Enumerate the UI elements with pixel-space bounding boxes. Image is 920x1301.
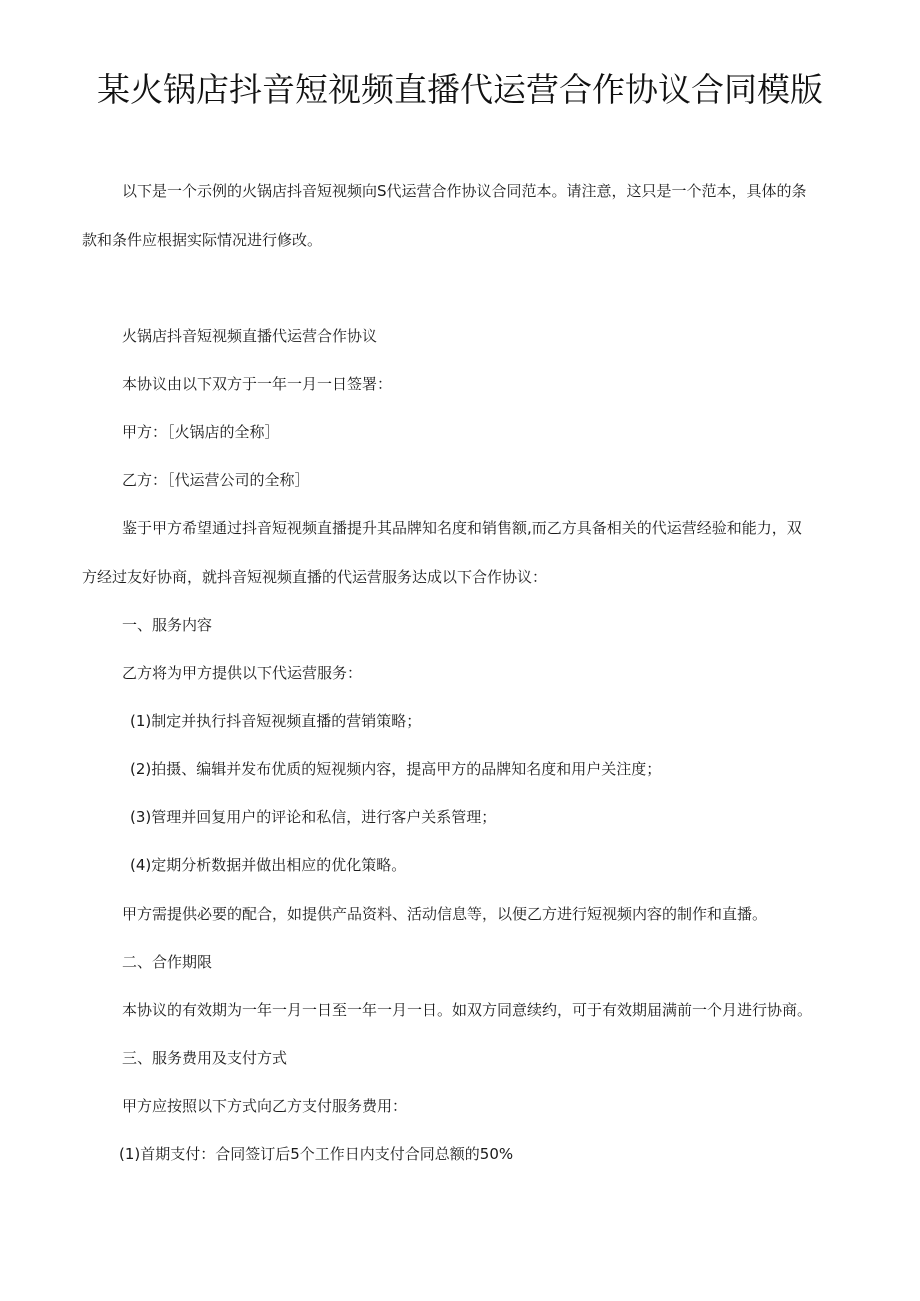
- section-3-item-1: (1)首期支付：合同签订后5个工作日内支付合同总额的50%: [119, 1145, 514, 1163]
- section-2-body: 本协议的有效期为一年一月一日至一年一月一日。如双方同意续约，可于有效期届满前一个月进行协商。: [122, 1001, 813, 1019]
- section-2-heading: 二、合作期限: [122, 953, 213, 971]
- section-3-lead: 甲方应按照以下方式向乙方支付服务费用：: [122, 1097, 408, 1115]
- section-1-heading: 一、服务内容: [122, 616, 213, 634]
- document-title: 某火锅店抖音短视频直播代运营合作协议合同模版: [97, 70, 823, 109]
- section-1-item-4: (4)定期分析数据并做出相应的优化策略。: [130, 856, 407, 874]
- intro-line-1: 以下是一个示例的火锅店抖音短视频向S代运营合作协议合同范本。请注意，这只是一个范本，具体的条: [122, 182, 807, 200]
- party-b: 乙方：［代运营公司的全称］: [122, 471, 310, 489]
- section-1-item-3: (3)管理并回复用户的评论和私信，进行客户关系管理；: [130, 808, 497, 826]
- section-1-lead: 乙方将为甲方提供以下代运营服务：: [122, 664, 363, 682]
- section-1-item-1: (1)制定并执行抖音短视频直播的营销策略；: [130, 712, 422, 730]
- intro-line-2: 款和条件应根据实际情况进行修改。: [82, 231, 323, 249]
- preamble-line-2: 方经过友好协商，就抖音短视频直播的代运营服务达成以下合作协议：: [82, 568, 548, 586]
- agreement-title: 火锅店抖音短视频直播代运营合作协议: [122, 327, 378, 345]
- signing-statement: 本协议由以下双方于一年一月一日签署：: [122, 375, 393, 393]
- section-3-heading: 三、服务费用及支付方式: [122, 1049, 288, 1067]
- party-a: 甲方：［火锅店的全称］: [122, 423, 280, 441]
- preamble-line-1: 鉴于甲方希望通过抖音短视频直播提升其品牌知名度和销售额,而乙方具备相关的代运营经验和能力，双: [122, 519, 802, 537]
- section-1-closing: 甲方需提供必要的配合，如提供产品资料、活动信息等，以便乙方进行短视频内容的制作和直播。: [122, 905, 768, 923]
- section-1-item-2: (2)拍摄、编辑并发布优质的短视频内容，提高甲方的品牌知名度和用户关注度；: [130, 760, 662, 778]
